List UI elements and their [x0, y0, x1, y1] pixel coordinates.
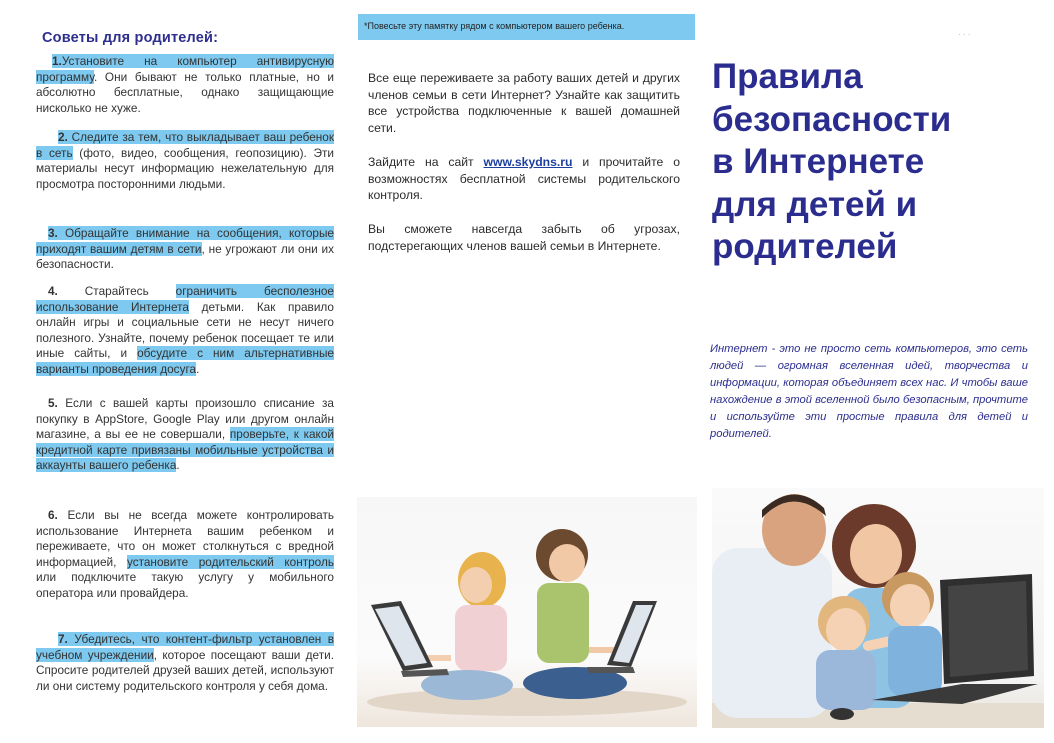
tip-number: 2.: [58, 130, 68, 144]
intro-text: Интернет - это не просто сеть компьютеров, это сеть людей — огромная вселенная идей, творчества и информации, которая объединяет всех нас. И чтобы ваше нахождение в этой вселенной было безопасным, прочтите и используйте эти простые правила для детей и родителей.: [710, 343, 1028, 440]
tip-number: 1.: [52, 54, 62, 68]
tip-text: Если вы не всегда можете контролировать использование Интернета вашим ребенком и переживаете, что он может столкнуться с вредной информацией,: [36, 508, 334, 569]
middle-paragraph-1: Все еще переживаете за работу ваших детей и других членов семьи в сети Интернет? Узнайте как защитить все устройства подключенные к вашей домашней сети.: [368, 71, 680, 135]
tip-5: [36, 396, 334, 474]
title-line: Правила: [712, 57, 863, 96]
tip-number: 4.: [48, 284, 58, 298]
family-laptop-photo: [712, 488, 1044, 728]
tip-highlight: проверьте, к какой кредитной карте привязаны мобильные устройства и аккаунты вашего ребенка: [36, 427, 334, 473]
tip-text: Старайтесь: [57, 284, 176, 298]
title-line: безопасности: [712, 99, 952, 139]
tip-text: , не угрожают ли они их безопасности.: [36, 241, 334, 272]
tip-text: , которое посещают ваши дети. Спросите родителей друзей ваших детей, используют ли они систему родительского контроля у себя дома.: [36, 647, 334, 693]
tip-text: . Они бывают не только платные, но и абсолютно бесплатные, однако защищающие нисколько не хуже.: [36, 69, 334, 115]
skydns-link[interactable]: www.skydns.ru: [483, 155, 573, 169]
middle-paragraph-2: [368, 154, 680, 204]
tip-text: Если с вашей карты произошло списание за покупку в AppStore, Google Play или другом онлайн магазине, а вы ее не совершали,: [36, 396, 334, 442]
tip-2: [36, 130, 334, 192]
child-figure: [882, 572, 942, 696]
tip-highlight: Убедитесь, что контент-фильтр установлен в учебном учреждении: [36, 632, 334, 662]
title-line: для детей и: [712, 184, 918, 224]
tip-text: .: [196, 361, 200, 376]
tip-highlight: установите родительский контроль: [126, 554, 335, 569]
tip-highlight: обсудите с ним альтернативные варианты проведения досуга: [36, 346, 334, 376]
tip-4: [36, 284, 334, 378]
tip-highlight: ограничить бесполезное использование Интернета: [36, 284, 334, 314]
tip-number: 7.: [58, 632, 68, 646]
father-figure: [712, 494, 832, 718]
tip-text: .: [176, 458, 180, 473]
tip-highlight: Установите на компьютер антивирусную программу: [36, 54, 334, 84]
kids-laptops-photo: [357, 497, 697, 727]
tip-text: детьми. Как правило онлайн игры и социальные сети не несут ничего полезного. Узнайте, почему ребенок посещает те или иные сайты, и: [36, 299, 334, 361]
girl-figure: [421, 552, 513, 700]
middle-text: и прочитайте о возможностях бесплатной системы родительского контроля.: [368, 155, 680, 203]
tip-highlight: Следите за тем, что выкладывает ваш ребенок в сеть: [36, 130, 335, 160]
title-line: родителей: [712, 227, 898, 266]
tip-3: [36, 226, 334, 273]
tip-7: [36, 632, 334, 694]
tip-number: 6.: [48, 508, 58, 522]
tip-number: 3.: [48, 226, 58, 240]
corner-mark: · · ·: [958, 30, 971, 39]
boy-figure: [523, 529, 627, 699]
tip-highlight: Обращайте внимание на сообщения, которые приходят вашим детям в сети: [36, 226, 334, 256]
tip-6: [36, 508, 334, 602]
tip-text: или подключите такую услугу у мобильного оператора или провайдера.: [36, 570, 334, 600]
tips-title: Советы для родителей:: [42, 30, 219, 46]
tip-number: 5.: [48, 396, 58, 410]
title-line: в Интернете: [712, 142, 925, 181]
note-text: *Повесьте эту памятку рядом с компьютером вашего ребенка.: [364, 21, 625, 31]
tip-text: (фото, видео, сообщения, геопозицию). Эти материалы несут информацию нежелательную для просмотра посторонними людьми.: [36, 145, 334, 191]
middle-paragraph-3: Вы сможете навсегда забыть об угрозах, подстерегающих членов вашей семьи в Интернете.: [368, 222, 680, 253]
middle-text: Зайдите на сайт: [368, 155, 484, 169]
main-title: [712, 56, 1032, 269]
tip-1: [36, 54, 334, 116]
